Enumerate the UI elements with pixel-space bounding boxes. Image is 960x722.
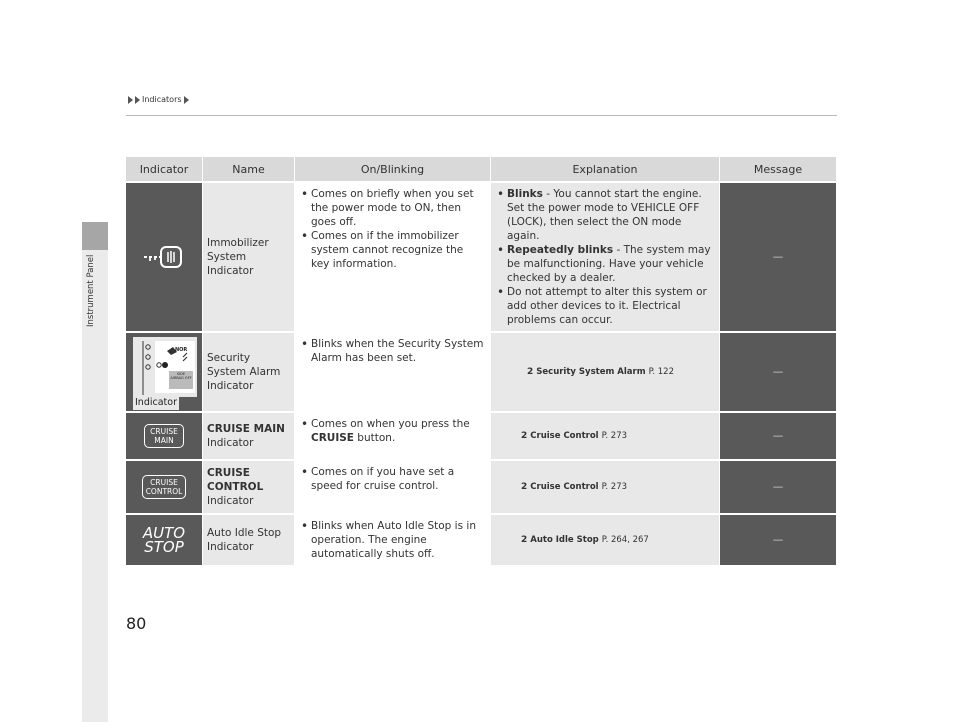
cross-reference-link[interactable]: 2 Auto Idle Stop P. 264, 267 bbox=[521, 535, 649, 545]
side-airbag-off-label: SIDE AIRBAG OFF bbox=[170, 372, 192, 380]
list-item: • Comes on briefly when you set the power mode to ON, then goes off. bbox=[301, 187, 484, 229]
xref-icon: 2 bbox=[527, 367, 534, 377]
cruise-control-icon: CRUISE CONTROL bbox=[142, 475, 186, 499]
message-cell: — bbox=[720, 411, 837, 459]
message-cell: — bbox=[720, 459, 837, 513]
table-row bbox=[126, 331, 837, 411]
on-blinking-cell bbox=[295, 513, 491, 565]
table-row bbox=[126, 459, 837, 513]
list-item: • Comes on if the immobilizer system cannot recognize the key information. bbox=[301, 229, 484, 271]
col-header-message: Message bbox=[720, 157, 837, 181]
indicator-cell bbox=[126, 411, 203, 459]
xref-icon: 2 bbox=[521, 482, 528, 492]
breadcrumb bbox=[128, 95, 189, 104]
message-cell: — bbox=[720, 181, 837, 331]
explanation-cell bbox=[491, 513, 720, 565]
list-item: • Comes on when you press the CRUISE button. bbox=[301, 417, 484, 445]
list-item: • Blinks when Auto Idle Stop is in operation. The engine automatically shuts off. bbox=[301, 519, 484, 561]
nor-label: NOR bbox=[175, 347, 188, 353]
breadcrumb-link[interactable]: Indicators bbox=[142, 95, 182, 104]
col-header-indicator: Indicator bbox=[126, 157, 203, 181]
name-cell: CRUISE MAIN Indicator bbox=[203, 411, 295, 459]
list-item: • Blinks - You cannot start the engine. Set the power mode to VEHICLE OFF (LOCK), then select the ON mode again. bbox=[497, 187, 713, 243]
breadcrumb-arrow-icon bbox=[135, 96, 140, 104]
on-blinking-cell bbox=[295, 181, 491, 331]
name-cell: Auto Idle Stop Indicator bbox=[203, 513, 295, 565]
auto-stop-icon: AUTO STOP bbox=[142, 524, 186, 556]
explanation-cell bbox=[491, 411, 720, 459]
name-cell: Immobilizer System Indicator bbox=[203, 181, 295, 331]
list-item: • Do not attempt to alter this system or add other devices to it. Electrical problems can occur. bbox=[497, 285, 713, 327]
indicator-caption: Indicator bbox=[135, 397, 177, 408]
table-header-row bbox=[126, 157, 837, 181]
explanation-cell bbox=[491, 331, 720, 411]
xref-icon: 2 bbox=[521, 535, 528, 545]
page-number: 80 bbox=[126, 614, 147, 633]
table-row bbox=[126, 411, 837, 459]
list-item: • Blinks when the Security System Alarm has been set. bbox=[301, 337, 484, 365]
col-header-on-blinking: On/Blinking bbox=[295, 157, 491, 181]
indicator-cell bbox=[126, 331, 203, 411]
list-item: • Comes on if you have set a speed for cruise control. bbox=[301, 465, 484, 493]
col-header-explanation: Explanation bbox=[491, 157, 720, 181]
on-blinking-cell bbox=[295, 459, 491, 513]
indicator-cell bbox=[126, 459, 203, 513]
name-cell: CRUISE CONTROL Indicator bbox=[203, 459, 295, 513]
xref-icon: 2 bbox=[521, 431, 528, 441]
on-blinking-cell bbox=[295, 411, 491, 459]
cross-reference-link[interactable]: 2 Security System Alarm P. 122 bbox=[527, 367, 674, 377]
indicator-table bbox=[126, 157, 837, 565]
security-alarm-panel-icon bbox=[133, 337, 197, 397]
table-row bbox=[126, 181, 837, 331]
header-rule bbox=[126, 115, 837, 116]
section-label: Instrument Panel bbox=[86, 255, 96, 328]
section-tab bbox=[82, 222, 108, 250]
indicator-cell bbox=[126, 181, 203, 331]
explanation-cell bbox=[491, 181, 720, 331]
message-cell: — bbox=[720, 513, 837, 565]
name-cell: Security System Alarm Indicator bbox=[203, 331, 295, 411]
list-item: • Repeatedly blinks - The system may be malfunctioning. Have your vehicle checked by a dealer. bbox=[497, 243, 713, 285]
on-blinking-cell bbox=[295, 331, 491, 411]
breadcrumb-arrow-icon bbox=[128, 96, 133, 104]
explanation-cell bbox=[491, 459, 720, 513]
immobilizer-icon bbox=[142, 245, 186, 269]
cruise-main-icon: CRUISE MAIN bbox=[144, 424, 184, 448]
message-cell: — bbox=[720, 331, 837, 411]
cross-reference-link[interactable]: 2 Cruise Control P. 273 bbox=[521, 431, 628, 441]
cross-reference-link[interactable]: 2 Cruise Control P. 273 bbox=[521, 482, 628, 492]
indicator-cell bbox=[126, 513, 203, 565]
breadcrumb-arrow-icon bbox=[184, 96, 189, 104]
col-header-name: Name bbox=[203, 157, 295, 181]
table-row bbox=[126, 513, 837, 565]
panel-inset bbox=[133, 337, 197, 397]
